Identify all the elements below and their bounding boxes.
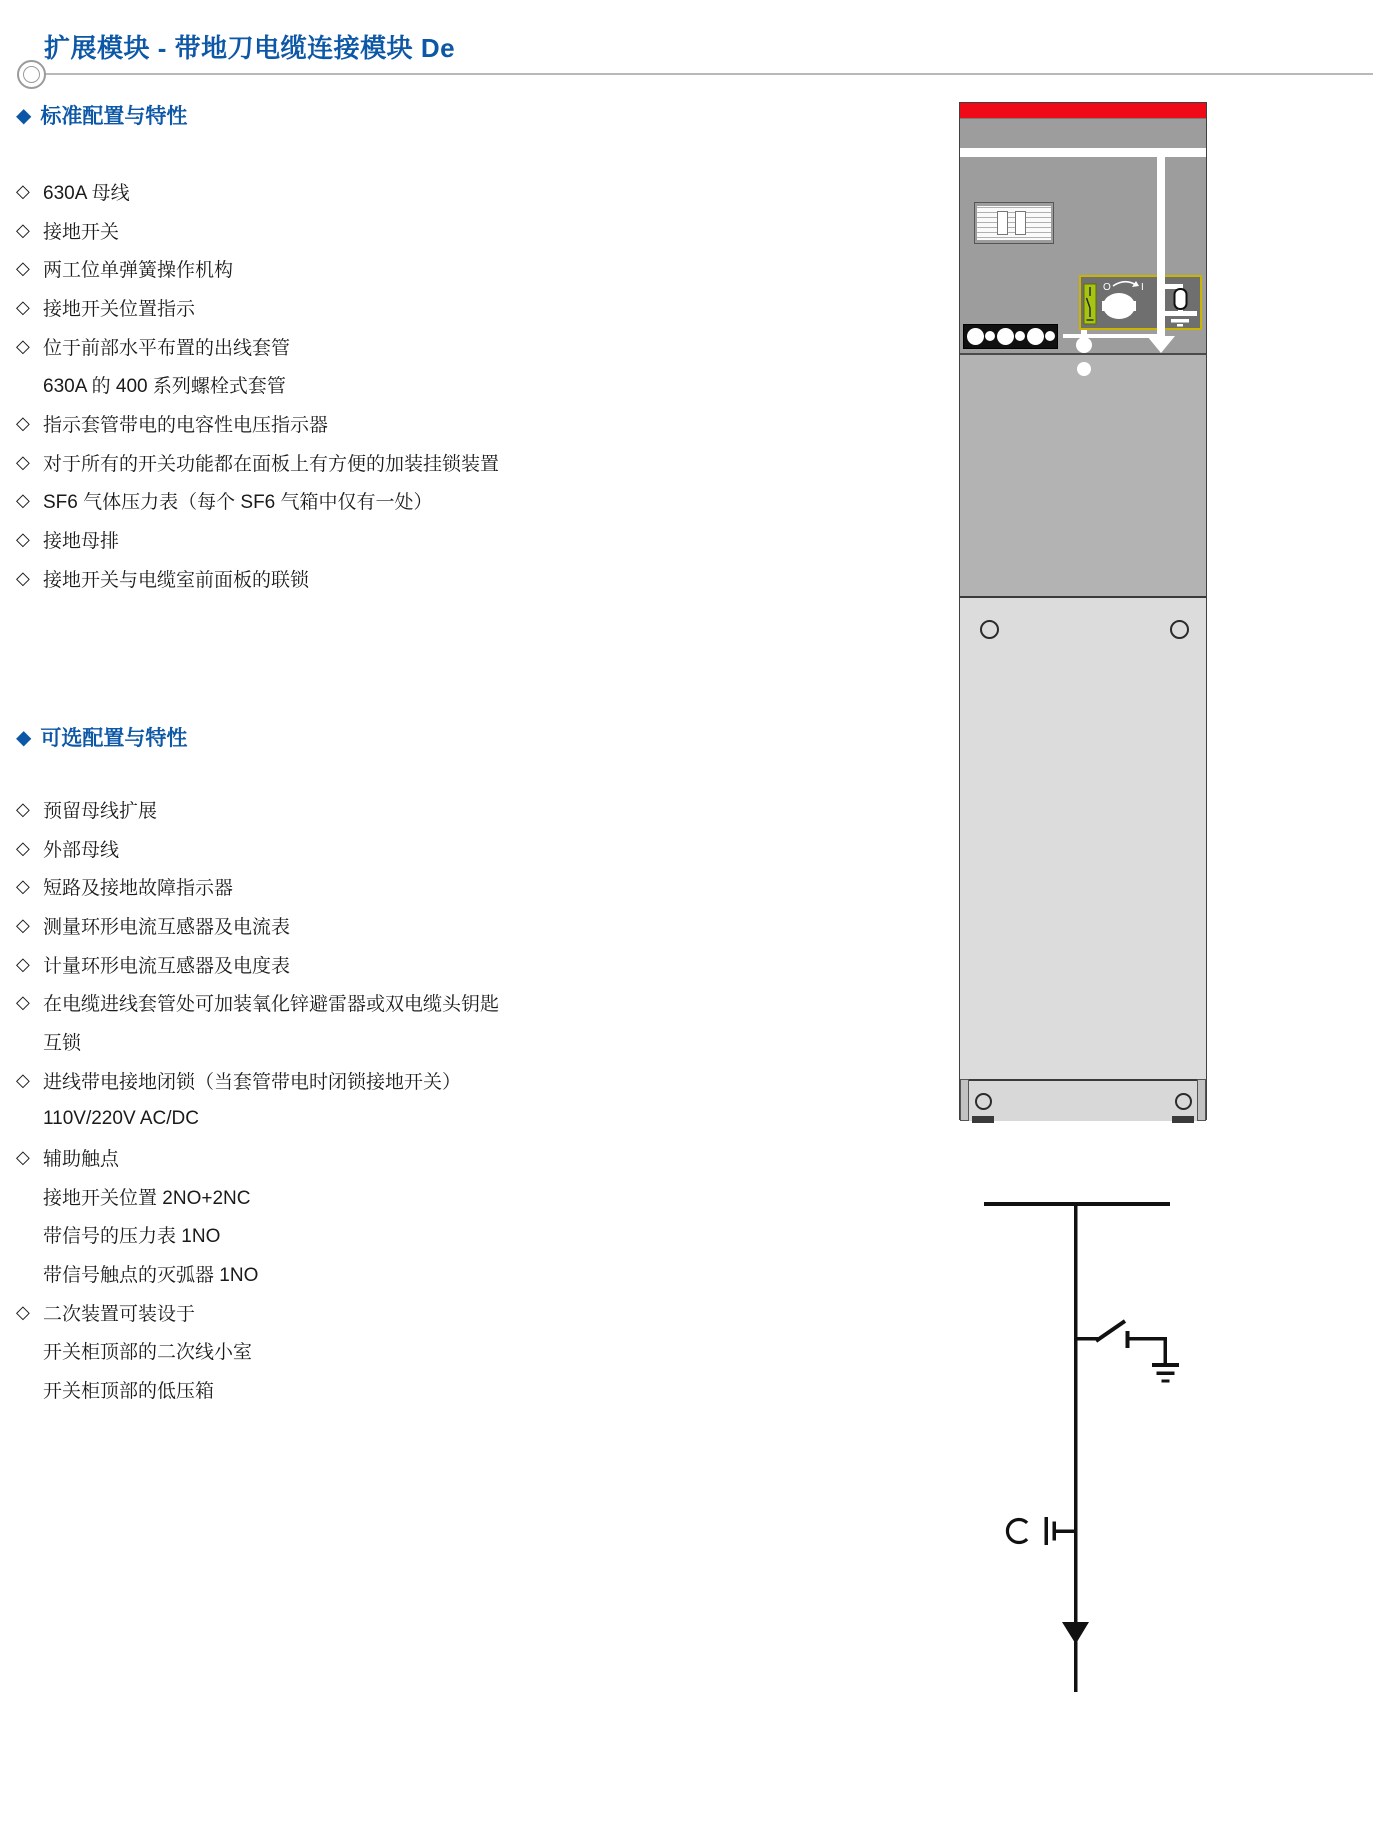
- feature-text: 接地开关位置 2NO+2NC: [43, 1187, 251, 1209]
- operation-shaft-hole: [1077, 362, 1091, 376]
- list-item: [16, 1138, 499, 1177]
- list-item: [16, 249, 499, 288]
- list-item: [16, 559, 499, 598]
- diamond-bullet-icon: ◇: [16, 258, 30, 279]
- diamond-bullet-icon: ◇: [16, 914, 30, 935]
- diamond-bullet-icon: ◇: [16, 992, 30, 1013]
- earth-ground-symbol: [1128, 1337, 1179, 1383]
- cable-terminal-strip: [963, 324, 1058, 349]
- base-side-flange: [1197, 1079, 1206, 1121]
- list-item-continuation: [16, 1100, 499, 1139]
- list-item-continuation: [16, 1177, 499, 1216]
- list-item-continuation: [16, 1022, 499, 1061]
- feature-text: 测量环形电流互感器及电流表: [43, 916, 291, 938]
- feature-text: 630A 的 400 系列螺栓式套管: [43, 376, 286, 398]
- diamond-bullet-icon: ◇: [16, 798, 30, 819]
- rating-plate-diagram: [997, 211, 1008, 235]
- list-item: [16, 983, 499, 1022]
- list-item: [16, 790, 499, 829]
- feature-text: 在电缆进线套管处可加装氧化锌避雷器或双电缆头钥匙: [43, 994, 500, 1016]
- list-item-continuation: [16, 1254, 499, 1293]
- list-item-continuation: [16, 365, 499, 404]
- feature-text: 预留母线扩展: [43, 800, 158, 822]
- diamond-bullet-icon: ◇: [16, 219, 30, 240]
- diamond-bullet-icon: ◇: [16, 335, 30, 356]
- bushing-dot: [1045, 331, 1055, 341]
- feature-text: 位于前部水平布置的出线套管: [43, 337, 291, 359]
- feature-text: 110V/220V AC/DC: [43, 1107, 199, 1129]
- section-heading-standard: [16, 100, 187, 130]
- feature-text: 对于所有的开关功能都在面板上有方便的加装挂锁装置: [43, 453, 500, 475]
- page-title: 扩展模块 - 带地刀电缆连接模块 De: [44, 33, 456, 63]
- red-top-strip: [960, 103, 1206, 119]
- bushing-circle: [967, 328, 984, 345]
- list-item: [16, 482, 499, 521]
- feature-text: 指示套管带电的电容性电压指示器: [43, 414, 329, 436]
- door-knob-ring: [980, 620, 999, 639]
- feature-text: 接地开关与电缆室前面板的联锁: [43, 569, 310, 591]
- base-knob-ring: [975, 1093, 992, 1110]
- diamond-bullet-icon: ◇: [16, 1069, 30, 1090]
- list-item: [16, 172, 499, 211]
- switchgear-cabinet-illustration: [959, 102, 1207, 1120]
- feeder-arrow-icon: [1147, 336, 1175, 353]
- feature-text: 带信号触点的灭弧器 1NO: [43, 1265, 259, 1287]
- cabinet-foot: [1172, 1116, 1194, 1123]
- feature-text: 接地开关位置指示: [43, 298, 196, 320]
- diamond-bullet-icon: ◇: [16, 876, 30, 897]
- list-item-continuation: [16, 1370, 499, 1409]
- mimic-connector-line: [1063, 334, 1159, 338]
- cabinet-foot: [972, 1116, 994, 1123]
- busbar-mimic-band: [960, 148, 1206, 157]
- cabinet-base: [960, 1079, 1206, 1121]
- list-item: [16, 829, 499, 868]
- list-item: [16, 288, 499, 327]
- feature-text: 两工位单弹簧操作机构: [43, 260, 234, 282]
- mimic-control-panel: [1079, 275, 1202, 330]
- diamond-bullet-icon: ◇: [16, 490, 30, 511]
- earthing-switch-symbol: [1076, 1321, 1130, 1348]
- section-heading-text: 标准配置与特性: [40, 105, 188, 128]
- feature-text: 开关柜顶部的二次线小室: [43, 1342, 253, 1364]
- diamond-bullet-icon: ◇: [16, 1147, 30, 1168]
- section-heading-optional: [16, 722, 187, 752]
- section-heading-text: 可选配置与特性: [40, 727, 188, 750]
- earthing-switch-knob: [1102, 293, 1136, 319]
- diamond-bullet-icon: ◇: [16, 412, 30, 433]
- list-item: [16, 1061, 499, 1100]
- base-knob-ring: [1175, 1093, 1192, 1110]
- list-item: [16, 404, 499, 443]
- feature-text: 接地母排: [43, 531, 120, 553]
- diagram-shapes: [984, 1202, 1179, 1692]
- list-item: [16, 867, 499, 906]
- cabinet-middle-section: [960, 353, 1206, 598]
- diamond-bullet-icon: ◇: [16, 837, 30, 858]
- rotation-arc-icon: [1113, 282, 1136, 286]
- optional-feature-list: [16, 790, 499, 1409]
- feature-text: 带信号的压力表 1NO: [43, 1226, 221, 1248]
- diamond-bullet-icon: ◇: [16, 451, 30, 472]
- single-line-diagram: [950, 1190, 1230, 1710]
- voltage-indicator-symbol: [1007, 1517, 1075, 1545]
- rating-plate: [974, 202, 1054, 244]
- feature-text: 计量环形电流互感器及电度表: [43, 955, 291, 977]
- filled-diamond-icon: ◆: [16, 104, 32, 127]
- feature-text: SF6 气体压力表（每个 SF6 气箱中仅有一处）: [43, 492, 433, 514]
- bushing-dot: [985, 331, 995, 341]
- feature-text: 接地开关: [43, 221, 120, 243]
- feature-text: 开关柜顶部的低压箱: [43, 1381, 215, 1403]
- feature-text: 辅助触点: [43, 1149, 120, 1171]
- list-item: [16, 211, 499, 250]
- diamond-bullet-icon: ◇: [16, 180, 30, 201]
- feature-text: 进线带电接地闭锁（当套管带电时闭锁接地开关）: [43, 1071, 462, 1093]
- operation-shaft-hole: [1076, 337, 1092, 353]
- list-item: [16, 327, 499, 366]
- diamond-bullet-icon: ◇: [16, 1301, 30, 1322]
- mimic-panel-graphics: [1081, 277, 1200, 328]
- title-rule: [43, 73, 1373, 75]
- list-item: [16, 520, 499, 559]
- bushing-dot: [1015, 331, 1025, 341]
- mimic-off-label: O: [1103, 282, 1111, 293]
- list-item-continuation: [16, 1216, 499, 1255]
- feature-text: 互锁: [43, 1032, 82, 1054]
- cable-compartment-door: [960, 596, 1206, 1079]
- cable-arrow-icon: [1062, 1622, 1089, 1644]
- bushing-circle: [1027, 328, 1044, 345]
- feature-text: 外部母线: [43, 839, 120, 861]
- base-side-flange: [960, 1079, 969, 1121]
- list-item: [16, 906, 499, 945]
- standard-feature-list: [16, 172, 499, 598]
- feeder-mimic-line: [1157, 148, 1165, 338]
- list-item: [16, 1293, 499, 1332]
- door-knob-ring: [1170, 620, 1189, 639]
- list-item-continuation: [16, 1332, 499, 1371]
- filled-diamond-icon: ◆: [16, 726, 32, 749]
- feature-text: 二次装置可装设于: [43, 1303, 196, 1325]
- diamond-bullet-icon: ◇: [16, 953, 30, 974]
- feature-text: 短路及接地故障指示器: [43, 878, 234, 900]
- diamond-bullet-icon: ◇: [16, 296, 30, 317]
- diamond-bullet-icon: ◇: [16, 567, 30, 588]
- feature-text: 630A 母线: [43, 182, 130, 204]
- title-ornament-inner-ring: [23, 66, 40, 83]
- mimic-on-label: I: [1141, 282, 1144, 293]
- diamond-bullet-icon: ◇: [16, 529, 30, 550]
- list-item: [16, 443, 499, 482]
- list-item: [16, 945, 499, 984]
- rating-plate-diagram: [1015, 211, 1026, 235]
- feeder-line: [1074, 1202, 1078, 1692]
- bushing-circle: [997, 328, 1014, 345]
